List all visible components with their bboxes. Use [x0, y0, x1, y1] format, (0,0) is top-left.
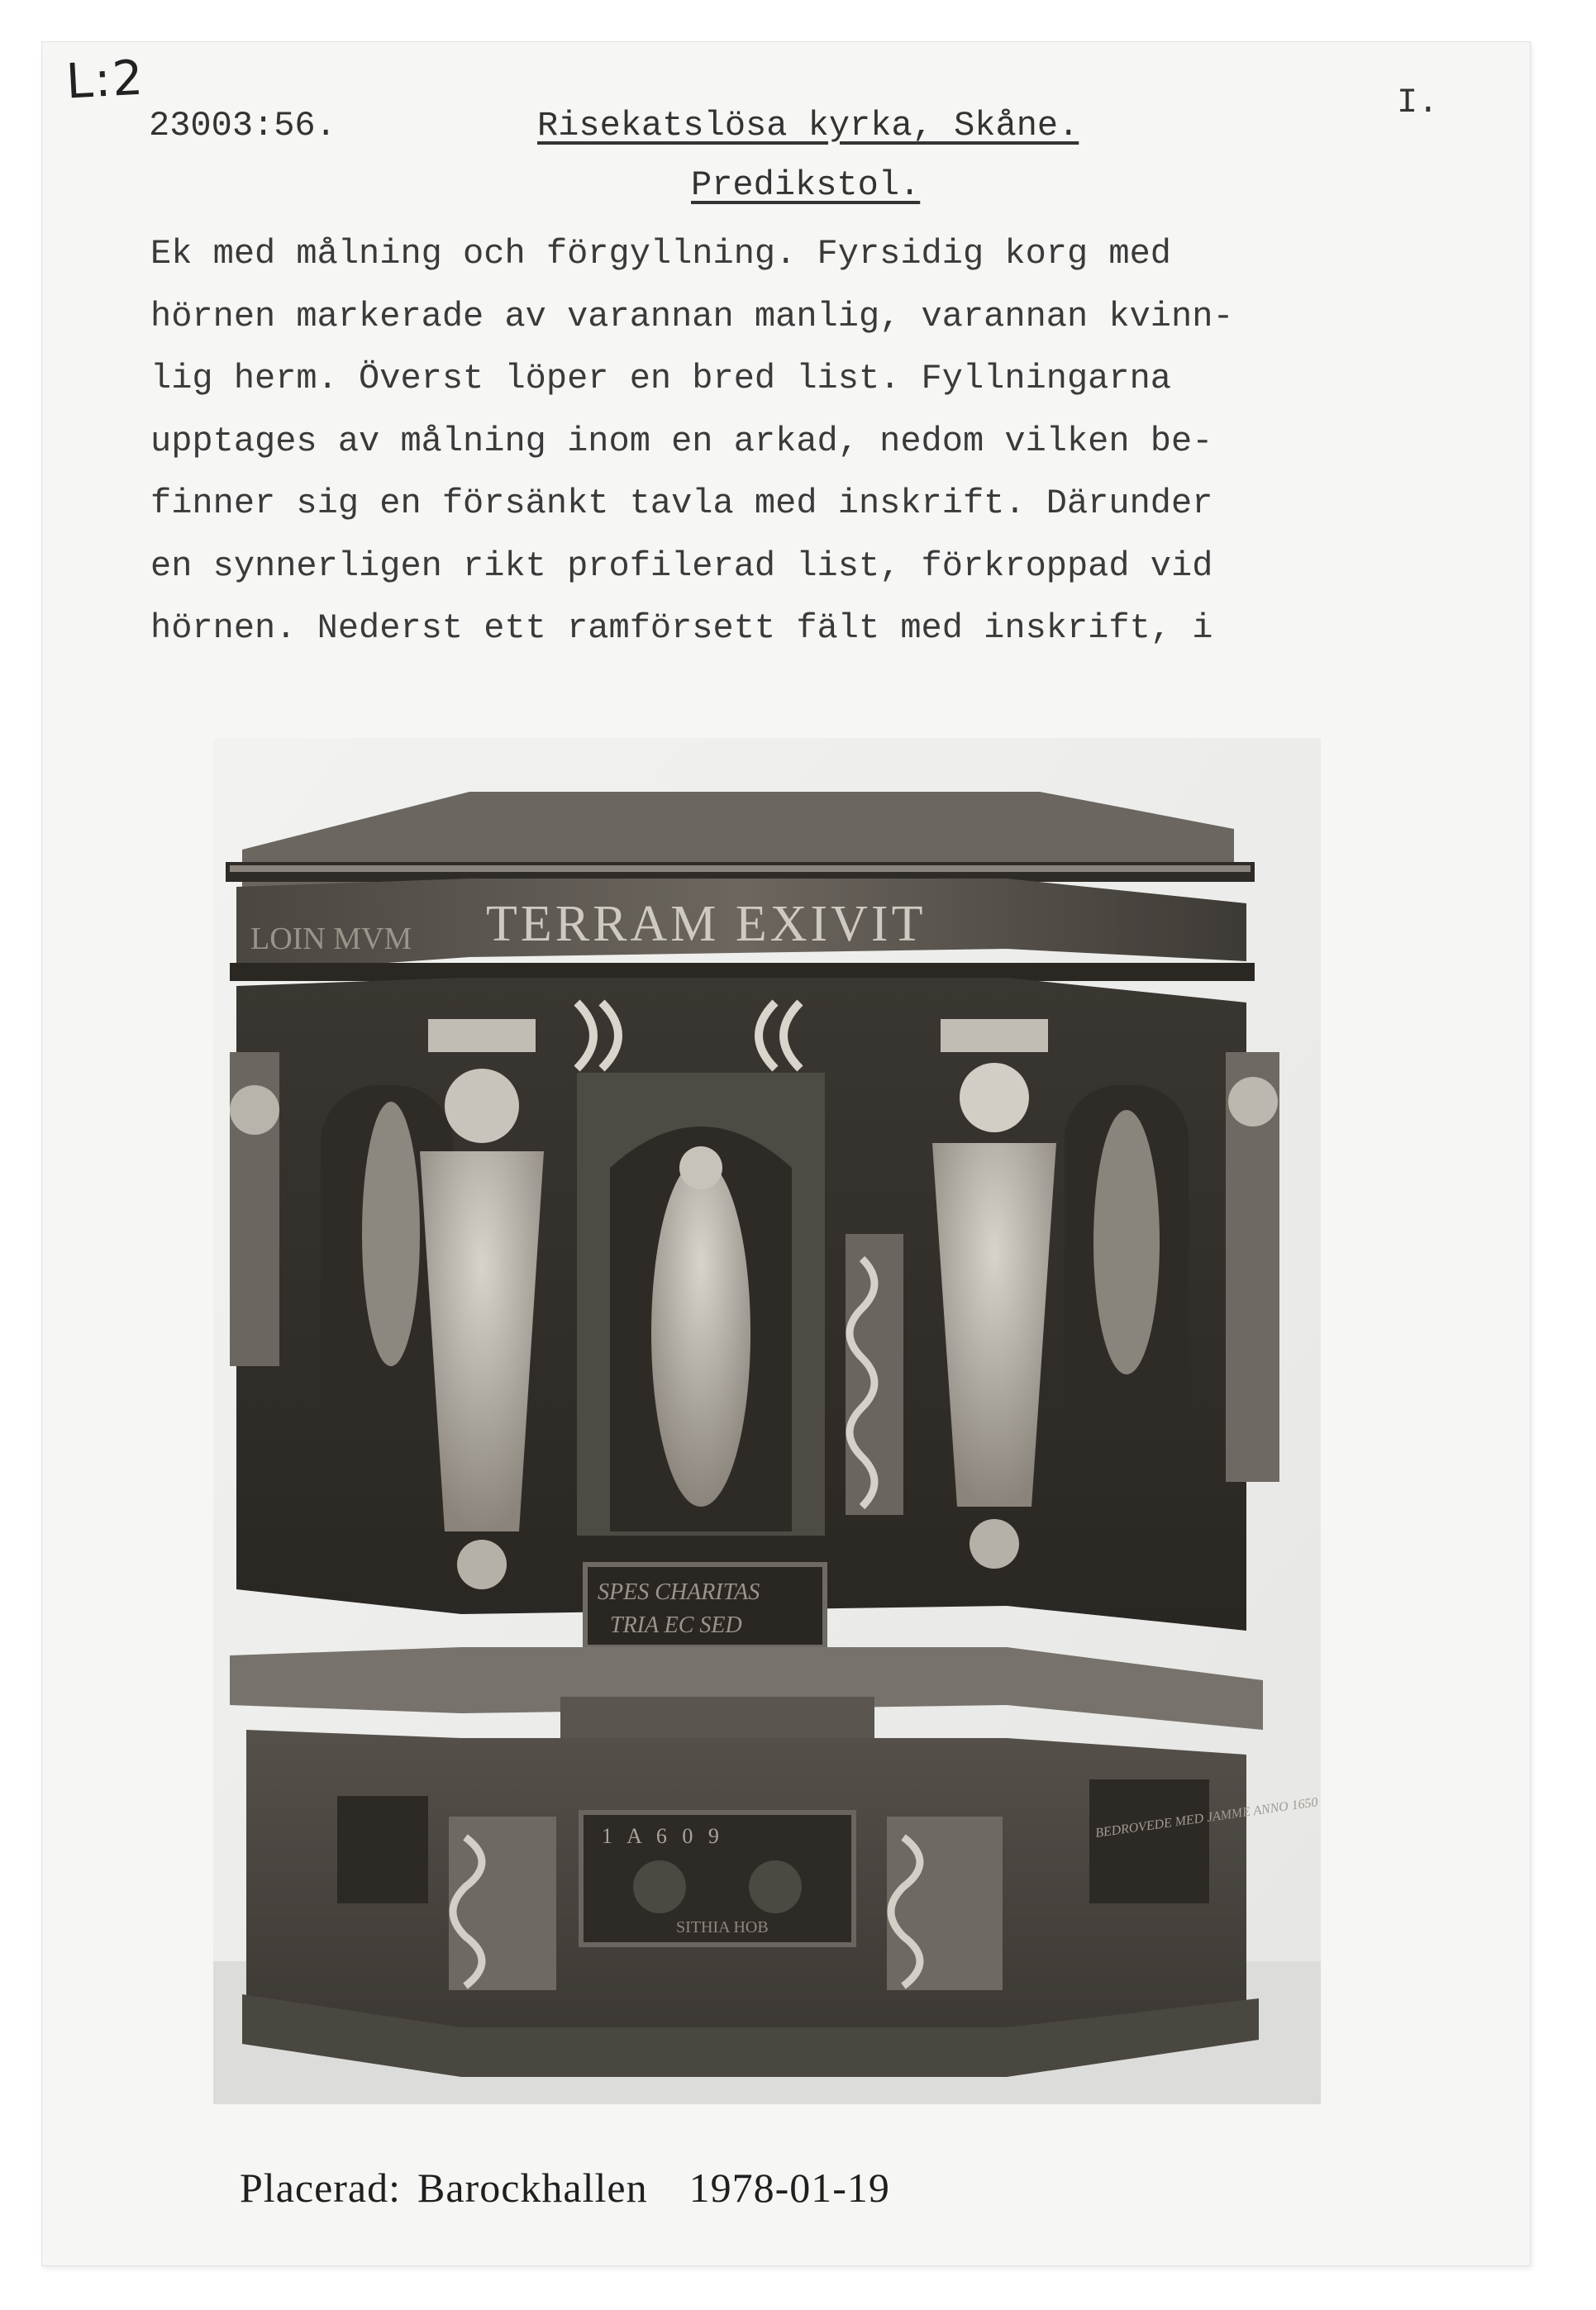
- description-text: [150, 223, 1514, 660]
- tablet-line-2: TRIA EC SED: [610, 1612, 742, 1638]
- coat-of-arms-right: [749, 1860, 802, 1913]
- coat-of-arms-left: [633, 1860, 686, 1913]
- location-title: [537, 106, 1079, 145]
- herm-right-corner: [1226, 1052, 1279, 1482]
- base-side-panel: [1089, 1779, 1209, 1903]
- pulpit-illustration: [213, 738, 1321, 2104]
- handwritten-reference: L:2: [64, 49, 146, 110]
- catalog-number: 23003:56.: [149, 106, 336, 145]
- frieze-main-inscription: TERRAM EXIVIT: [486, 896, 927, 952]
- base-side-inscription: BEDROVEDE MED JAMME ANNO 1650: [1094, 1795, 1319, 1841]
- center-panel-figure: [651, 1160, 750, 1507]
- frieze-left-inscription: LOIN MVM: [250, 922, 412, 956]
- description-line: lig herm. Överst löper en bred list. Fyllningarna: [150, 359, 1172, 398]
- left-panel-figure: [362, 1102, 420, 1366]
- placement-location: Barockhallen: [417, 2165, 648, 2211]
- pulpit-photograph: [213, 738, 1321, 2104]
- base-year: 1 A 6 0 9: [602, 1824, 724, 1848]
- object-text: Predikstol.: [691, 165, 921, 205]
- placement-label: Placerad:: [240, 2165, 402, 2211]
- placement-note: [240, 2164, 890, 2212]
- figure-head: [679, 1146, 722, 1189]
- sheet-number: I.: [1397, 83, 1439, 122]
- location-text: Risekatslösa kyrka, Skåne.: [537, 106, 1079, 145]
- placement-date: 1978-01-19: [688, 2165, 890, 2211]
- description-line: hörnen markerade av varannan manlig, varannan kvinn-: [150, 296, 1234, 336]
- herm-left-corner: [230, 1052, 279, 1366]
- base-left-panel: [337, 1796, 428, 1903]
- description-line: Ek med målning och förgyllning. Fyrsidig korg med: [150, 234, 1172, 274]
- dentil-row: [230, 865, 1251, 872]
- description-line: upptages av målning inom en arkad, nedom vilken be-: [150, 421, 1213, 461]
- base-strapwork-left: [449, 1817, 556, 1990]
- right-panel-figure: [1093, 1110, 1160, 1374]
- base-names: SITHIA HOB: [676, 1918, 769, 1936]
- tablet-line-1: SPES CHARITAS: [598, 1579, 760, 1605]
- description-line: en synnerligen rikt profilerad list, förkroppad vid: [150, 545, 1213, 586]
- description-line: finner sig en försänkt tavla med inskrift. Därunder: [150, 483, 1213, 523]
- object-title: [691, 165, 920, 205]
- description-line: hörnen. Nederst ett ramförsett fält med inskrift, i: [150, 608, 1213, 648]
